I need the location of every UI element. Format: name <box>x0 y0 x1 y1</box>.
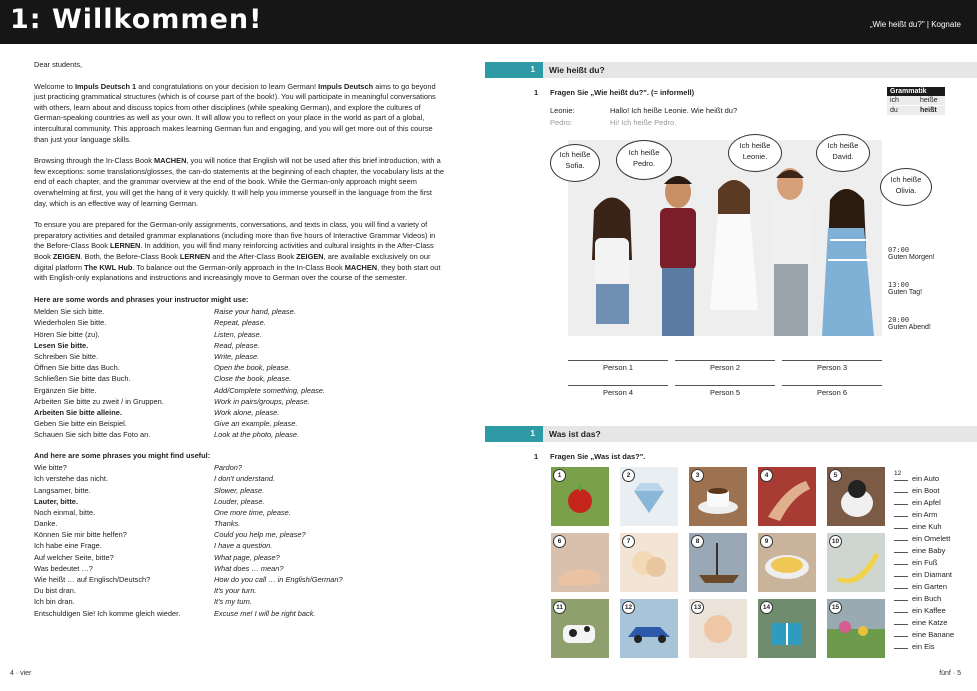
intro-paragraph-1: Welcome to Impuls Deutsch 1 and congratulations on your decision to learn German! Impuls Deutsch aims to go beyond just practicing grammatical structures (which is of course part of the book!). You will participate in meaningful conversations with others, learn about and discuss topics from other disciplines (while speaking German), and explore the cultures of German-speaking countries as well as your own. It will allow you to reflect on your place in the world as part of a global, intercultural community. This approach makes learning German fun and engaging, and you will get more out of this course than just your language skills. <box>34 81 436 144</box>
phrase-english: One more time, please. <box>214 507 291 517</box>
phrase-english: Give an example, please. <box>214 419 298 429</box>
vocab-item: ein Eis <box>894 642 935 651</box>
phrase-english: I have a question. <box>214 541 273 551</box>
phrase-row <box>34 363 444 374</box>
phrase-english: It's my turn. <box>214 597 252 607</box>
phrase-german: Lauter, bitte. <box>34 496 78 506</box>
dialog-line-pedro: Pedro: Hi! Ich heiße Pedro. <box>550 118 677 127</box>
phrase-row <box>34 486 444 497</box>
thumb-foot: 6 <box>551 533 609 592</box>
phrase-english: What page, please? <box>214 552 280 562</box>
section-title: Wie heißt du? <box>549 65 605 75</box>
phrase-row <box>34 519 444 530</box>
intro-paragraph-3: To ensure you are prepared for the German-only assignments, conversations, and texts in class, you will find a variety of preparatory activities and detailed grammar explanations (including more than five hours of Interactive Grammar Videos) in the Before-Class Book LERNEN. In addition, you will find many reinforcing activities and cultural insights in the After-Class Book ZEIGEN. Both, the Before-Class Book LERNEN and the After-Class Book ZEIGEN, are available exclusively on our digital platform The KWL Hub. To balance out the German-only approach in the In-Class Book MACHEN, they both start out with English-only explanations and instructions and increasingly move to German over the course of the semester. <box>34 220 441 283</box>
speech-bubble-olivia: Ich heiße Olivia. <box>880 168 932 206</box>
page-number-right: fünf · 5 <box>939 670 961 677</box>
thumb-boat: 8 <box>689 533 747 592</box>
grammar-title: Grammatik <box>887 87 945 96</box>
phrase-english: What does … mean? <box>214 563 284 573</box>
phrase-german: Lesen Sie bitte. <box>34 340 89 350</box>
vocab-item: ein Arm <box>894 510 937 519</box>
phrase-german: Ich verstehe das nicht. <box>34 474 108 484</box>
vocab-item: ein Auto <box>894 474 939 483</box>
phrase-german: Was bedeutet …? <box>34 563 93 573</box>
phrase-english: Work in pairs/groups, please. <box>214 396 310 406</box>
clock-icon: 13:00 <box>888 281 910 289</box>
intro-column <box>34 60 444 620</box>
phrase-german: Schließen Sie bitte das Buch. <box>34 374 131 384</box>
intro-paragraph-2: Browsing through the In-Class Book MACHEN, you will notice that English will not be used after this brief introduction, with a few exceptions: some translations/glosses, the can-do statements at the beginning of each chapter, the vocabulary lists at the end of each chapter, and the grammar overview at the end of the book. While the German-only approach might seem overwhelming at first, you will get the hang of it very quickly. It will help you immerse yourself in the language from the first day, which is an effective way of learning German. <box>34 156 445 208</box>
phrase-row <box>34 463 444 474</box>
phrase-row <box>34 397 444 408</box>
phrase-german: Schauen Sie sich bitte das Foto an. <box>34 430 151 440</box>
thumb-cat: 5 <box>827 467 885 526</box>
phrase-row <box>34 386 444 397</box>
vocab-item: eine Katze <box>894 618 947 627</box>
phrase-german: Hören Sie bitte (zu). <box>34 329 100 339</box>
useful-phrases-list <box>34 463 444 620</box>
grammar-row: ich heiße <box>887 96 945 106</box>
phrase-english: Excuse me! I will be right back. <box>214 608 316 618</box>
phrase-english: How do you call … in English/German? <box>214 575 343 584</box>
phrase-german: Ergänzen Sie bitte. <box>34 385 97 395</box>
thumb-apple: 1 <box>551 467 609 526</box>
phrase-english: Write, please. <box>214 352 260 362</box>
useful-phrases-heading: And here are some phrases you might find useful: <box>34 450 211 460</box>
answer-line[interactable] <box>782 385 882 386</box>
phrase-row <box>34 530 444 541</box>
phrase-english: Raise your hand, please. <box>214 307 296 317</box>
phrase-row <box>34 541 444 552</box>
thumb-arm: 4 <box>758 467 816 526</box>
phrase-english: Slower, please. <box>214 485 265 495</box>
phrase-german: Geben Sie bitte ein Beispiel. <box>34 419 127 429</box>
phrase-english: Work alone, please. <box>214 407 280 417</box>
person-label: Person 1 <box>602 363 634 372</box>
vocab-item: ein Omelett <box>894 534 950 543</box>
task-number: 1 <box>534 88 539 97</box>
vocab-item: ein Boot <box>894 486 940 495</box>
phrase-german: Du bist dran. <box>34 586 76 596</box>
thumb-garden: 15 <box>827 599 885 658</box>
thumb-baby: 13 <box>689 599 747 658</box>
speech-bubble-pedro: Ich heiße Pedro. <box>616 140 672 180</box>
phrase-english: Close the book, please. <box>214 374 292 384</box>
phrase-row <box>34 575 444 586</box>
phrase-english: Look at the photo, please. <box>214 430 300 440</box>
phrase-german: Wiederholen Sie bitte. <box>34 318 107 328</box>
phrase-german: Ich habe eine Frage. <box>34 541 102 551</box>
thumb-coffee: 3 <box>689 467 747 526</box>
thumb-cow: 11 <box>551 599 609 658</box>
phrase-row <box>34 352 444 363</box>
greeting-morning: 07:00 Guten Morgen! <box>888 246 935 261</box>
vocab-item: eine Kuh <box>894 522 942 531</box>
phrase-german: Schreiben Sie bitte. <box>34 352 99 362</box>
clock-icon: 07:00 <box>888 246 910 254</box>
phrase-german: Auf welcher Seite, bitte? <box>34 552 114 562</box>
person-label: Person 2 <box>709 363 741 372</box>
phrase-english: Pardon? <box>214 463 242 473</box>
phrase-german: Arbeiten Sie bitte zu zweit / in Gruppen. <box>34 396 164 406</box>
person-label: Person 6 <box>816 388 848 397</box>
phrase-row <box>34 609 444 620</box>
section-number: 1 <box>485 426 543 442</box>
page-number-left: 4 · vier <box>10 670 32 677</box>
vocab-item: ein Kaffee <box>894 606 946 615</box>
phrase-row <box>34 318 444 329</box>
phrase-german: Danke. <box>34 519 58 529</box>
person-label: Person 3 <box>816 363 848 372</box>
greeting-day: 13:00 Guten Tag! <box>888 281 923 296</box>
phrase-english: Louder, please. <box>214 496 265 506</box>
vocab-item: ein Diamant <box>894 570 952 579</box>
thumb-banana: 10 <box>827 533 885 592</box>
chapter-title: 1: Willkommen! <box>10 4 263 35</box>
grammar-row: du heißt <box>887 106 945 116</box>
example-number: 12 <box>894 470 902 477</box>
phrase-english: Open the book, please. <box>214 363 291 373</box>
phrase-german: Noch einmal, bitte. <box>34 507 96 517</box>
phrase-row <box>34 374 444 385</box>
phrase-english: Repeat, please. <box>214 318 266 328</box>
phrase-row <box>34 553 444 564</box>
thumb-diamond: 2 <box>620 467 678 526</box>
phrase-german: Können Sie mir bitte helfen? <box>34 530 127 540</box>
phrase-row <box>34 497 444 508</box>
phrase-english: Thanks. <box>214 519 241 529</box>
grammar-box <box>887 87 945 116</box>
vocab-item: eine Banane <box>894 630 954 639</box>
phrase-english: Listen, please. <box>214 329 262 339</box>
section-number: 1 <box>485 62 543 78</box>
answer-line[interactable] <box>782 360 882 361</box>
header-topics: „Wie heißt du?" | Kognate <box>869 20 961 29</box>
phrase-german: Öffnen Sie bitte das Buch. <box>34 363 120 373</box>
speech-bubble-leonie: Ich heiße Leonie. <box>728 134 782 172</box>
section-title: Was ist das? <box>549 429 601 439</box>
phrase-german: Entschuldigen Sie! Ich komme gleich wieder. <box>34 608 181 618</box>
vocab-item: ein Garten <box>894 582 947 591</box>
speech-bubble-sofia: Ich heiße Sofia. <box>550 144 600 182</box>
instructor-phrases-list <box>34 307 444 441</box>
task-number: 1 <box>534 452 539 461</box>
phrase-german: Ich bin dran. <box>34 597 75 607</box>
greeting-evening: 20:00 Guten Abend! <box>888 316 931 331</box>
vocab-item: ein Buch <box>894 594 941 603</box>
answer-line[interactable] <box>675 360 775 361</box>
instructor-phrases-heading: Here are some words and phrases your instructor might use: <box>34 294 249 304</box>
clock-icon: 20:00 <box>888 316 910 324</box>
vocab-item: ein Apfel <box>894 498 941 507</box>
speech-bubble-david: Ich heiße David. <box>816 134 870 172</box>
person-label: Person 4 <box>602 388 634 397</box>
section-header-was-ist-das <box>485 426 977 442</box>
phrase-german: Langsamer, bitte. <box>34 485 91 495</box>
phrase-row <box>34 307 444 318</box>
task-instruction: Fragen Sie „Wie heißt du?". (= informell) <box>550 88 695 97</box>
phrase-row <box>34 430 444 441</box>
phrase-english: I don't understand. <box>214 474 275 484</box>
answer-line[interactable] <box>568 360 668 361</box>
answer-line[interactable] <box>568 385 668 386</box>
phrase-english: Read, please. <box>214 340 260 350</box>
phrase-row <box>34 474 444 485</box>
thumb-book: 14 <box>758 599 816 658</box>
dialog-line-leonie: Leonie: Hallo! Ich heiße Leonie. Wie heißt du? <box>550 106 738 115</box>
thumb-car: 12 <box>620 599 678 658</box>
phrase-german: Wie heißt … auf Englisch/Deutsch? <box>34 575 151 584</box>
phrase-row <box>34 408 444 419</box>
phrase-row <box>34 586 444 597</box>
person-label: Person 5 <box>709 388 741 397</box>
phrase-german: Melden Sie sich bitte. <box>34 307 105 317</box>
vocab-item: ein Fuß <box>894 558 937 567</box>
thumb-omelet: 9 <box>758 533 816 592</box>
phrase-row <box>34 597 444 608</box>
phrase-english: Add/Complete something, please. <box>214 385 325 395</box>
phrase-german: Wie bitte? <box>34 463 67 473</box>
top-bar <box>0 0 977 44</box>
phrase-english: It's your turn. <box>214 586 257 596</box>
phrase-row <box>34 508 444 519</box>
phrase-german: Arbeiten Sie bitte alleine. <box>34 407 122 417</box>
intro-greeting: Dear students, <box>34 60 83 69</box>
section-header-wie-heisst-du <box>485 62 977 78</box>
task-instruction: Fragen Sie „Was ist das?". <box>550 452 646 461</box>
phrase-row <box>34 419 444 430</box>
phrase-row <box>34 330 444 341</box>
vocab-item: eine Baby <box>894 546 945 555</box>
phrase-english: Could you help me, please? <box>214 530 306 540</box>
phrase-row <box>34 564 444 575</box>
thumb-ice-cream: 7 <box>620 533 678 592</box>
answer-line[interactable] <box>675 385 775 386</box>
phrase-row <box>34 341 444 352</box>
